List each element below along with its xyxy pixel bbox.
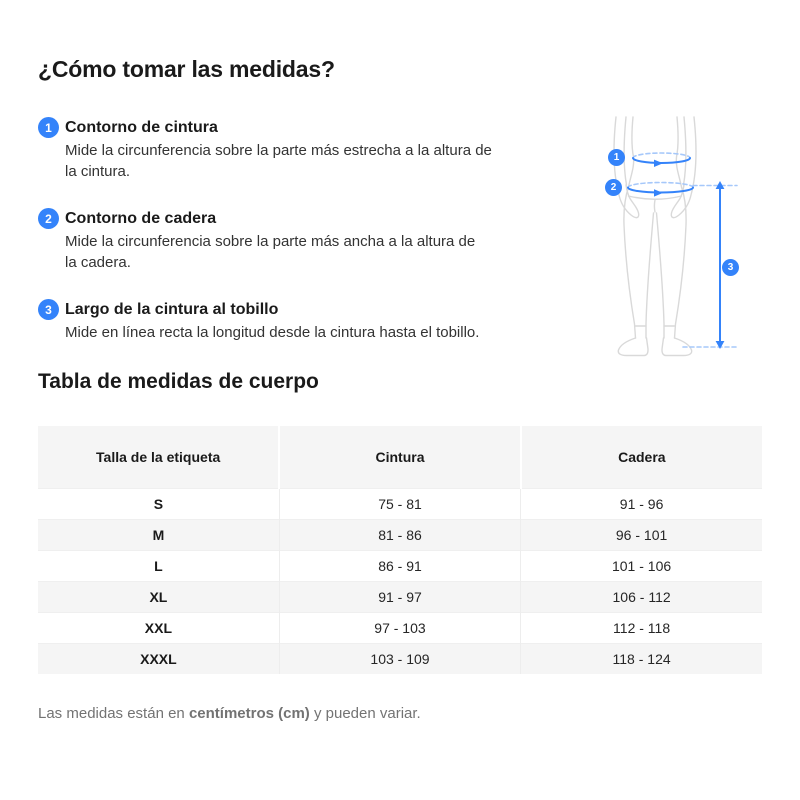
step-3-badge: 3: [38, 299, 59, 320]
instruction-title: Largo de la cintura al tobillo: [65, 301, 279, 318]
table-row-s: [38, 488, 762, 519]
footnote-prefix: Las medidas están en: [38, 705, 189, 722]
instruction-description-line: Mide la circunferencia sobre la parte más estrecha a la altura de: [65, 142, 492, 159]
cadera-cell: 91 - 96: [619, 495, 664, 512]
column-header-cadera: Cadera: [521, 426, 762, 488]
instructions-list: [38, 117, 578, 343]
body-measurements-table: [38, 426, 762, 674]
table-header-row: [38, 426, 762, 488]
instruction-text: [65, 117, 492, 182]
figure-marker-1: 1: [608, 149, 625, 166]
cintura-cell: 75 - 81: [279, 488, 520, 519]
size-cell: XXXL: [38, 643, 279, 674]
size-cell: L: [38, 550, 279, 581]
cintura-cell: 97 - 103: [279, 612, 520, 643]
instruction-description-line: la cadera.: [65, 254, 131, 271]
instruction-item-waist: [38, 117, 578, 182]
footnote-suffix: y pueden variar.: [309, 705, 421, 722]
cadera-cell: 96 - 101: [615, 526, 668, 543]
cadera-cell: 118 - 124: [612, 650, 671, 667]
footnote-bold-units: centímetros (cm): [188, 705, 310, 722]
figure-marker-3: 3: [722, 259, 739, 276]
instruction-description-line: Mide en línea recta la longitud desde la cintura hasta el tobillo.: [65, 324, 480, 341]
size-cell: M: [38, 519, 279, 550]
size-cell: XXL: [38, 612, 279, 643]
table-header: [38, 426, 762, 488]
footnote: [38, 704, 762, 724]
cintura-cell: 91 - 97: [279, 581, 520, 612]
size-cell: XL: [38, 581, 279, 612]
table-row-m: [38, 519, 762, 550]
page-title: ¿Cómo tomar las medidas?: [38, 56, 335, 82]
instruction-item-length: [38, 299, 578, 343]
instruction-item-hip: [38, 208, 578, 273]
instruction-text: [65, 208, 475, 273]
table-body: [38, 488, 762, 674]
cadera-cell: 112 - 118: [613, 619, 671, 636]
cadera-cell: 106 - 112: [612, 588, 671, 605]
instruction-title: Contorno de cintura: [65, 119, 218, 136]
body-outline-illustration: [593, 95, 785, 373]
cintura-cell: 81 - 86: [279, 519, 520, 550]
instruction-title: Contorno de cadera: [65, 210, 217, 227]
figure-marker-2: 2: [605, 179, 622, 196]
instruction-text: [65, 299, 479, 343]
body-measurement-diagram: [593, 95, 785, 373]
size-cell: S: [38, 488, 279, 519]
instruction-description-line: la cintura.: [65, 163, 131, 180]
cintura-cell: 86 - 91: [279, 550, 520, 581]
cadera-cell: 101 - 106: [611, 557, 672, 574]
instruction-description-line: Mide la circunferencia sobre la parte más ancha a la altura de: [65, 233, 476, 250]
table-row-xl: [38, 581, 762, 612]
table-row-xxxl: [38, 643, 762, 674]
column-header-cintura: Cintura: [279, 426, 520, 488]
table-row-xxl: [38, 612, 762, 643]
step-2-badge: 2: [38, 208, 59, 229]
table-section-title: Tabla de medidas de cuerpo: [38, 370, 319, 393]
step-1-badge: 1: [38, 117, 59, 138]
cintura-cell: 103 - 109: [279, 643, 520, 674]
column-header-talla: Talla de la etiqueta: [38, 426, 279, 488]
table-row-l: [38, 550, 762, 581]
